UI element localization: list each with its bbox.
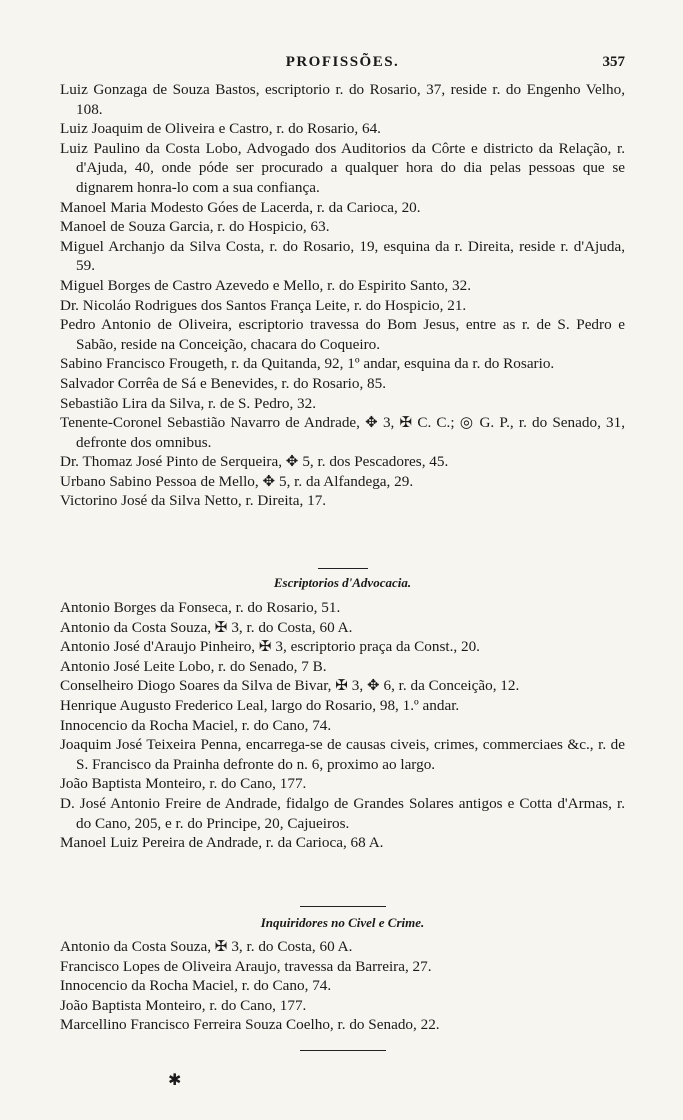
entries-section-1 xyxy=(60,80,625,511)
entries-section-2 xyxy=(60,598,625,853)
list-item: Antonio José d'Araujo Pinheiro, ✠ 3, escriptorio praça da Const., 20. xyxy=(60,638,480,656)
list-item: João Baptista Monteiro, r. do Cano, 177. xyxy=(60,775,307,793)
list-item: Manoel de Souza Garcia, r. do Hospicio, 63. xyxy=(60,218,330,236)
section-heading-escriptorios: Escriptorios d'Advocacia. xyxy=(273,575,412,590)
list-item: Urbano Sabino Pessoa de Mello, ✥ 5, r. da Alfandega, 29. xyxy=(60,472,414,490)
list-item: Salvador Corrêa de Sá e Benevides, r. do Rosario, 85. xyxy=(60,374,387,392)
list-item: Tenente-Coronel Sebastião Navarro de Andrade, ✥ 3, ✠ C. C.; ◎ G. P., r. do Senado, 31, defronte dos omnibus. xyxy=(60,414,625,451)
entries-section-3 xyxy=(60,937,625,1035)
list-item: Miguel Archanjo da Silva Costa, r. do Rosario, 19, esquina da r. Direita, reside r. d'Ajuda, 59. xyxy=(60,237,625,275)
list-item: Dr. Nicoláo Rodrigues dos Santos França Leite, r. do Hospicio, 21. xyxy=(60,296,467,314)
list-item: Antonio da Costa Souza, ✠ 3, r. do Costa, 60 A. xyxy=(60,938,353,955)
list-item: Marcellino Francisco Ferreira Souza Coelho, r. do Senado, 22. xyxy=(60,1016,440,1034)
running-head xyxy=(60,54,625,76)
list-item: Miguel Borges de Castro Azevedo e Mello, r. do Espirito Santo, 32. xyxy=(60,276,471,294)
list-item: Dr. Thomaz José Pinto de Serqueira, ✥ 5, r. dos Pescadores, 45. xyxy=(60,453,449,471)
list-item: Antonio José Leite Lobo, r. do Senado, 7 B. xyxy=(60,657,327,675)
list-item: Henrique Augusto Frederico Leal, largo do Rosario, 98, 1.º andar. xyxy=(60,696,460,714)
section-divider xyxy=(318,568,368,569)
list-item: Innocencio da Rocha Maciel, r. do Cano, 74. xyxy=(60,716,332,734)
list-item: Antonio Borges da Fonseca, r. do Rosario, 51. xyxy=(60,599,341,616)
section-heading-inquiridores: Inquiridores no Civel e Crime. xyxy=(260,915,425,930)
list-item: Pedro Antonio de Oliveira, escriptorio travessa do Bom Jesus, entre as r. de S. Pedro e Sabão, reside na Conceição, chacara do Coqueiro. xyxy=(60,316,625,353)
list-item: Luiz Gonzaga de Souza Bastos, escriptorio r. do Rosario, 37, reside r. do Engenho Velho, 108. xyxy=(60,81,625,118)
list-item: Antonio da Costa Souza, ✠ 3, r. do Costa, 60 A. xyxy=(60,618,353,636)
page-title: PROFISSÕES. xyxy=(285,54,400,70)
list-item: Innocencio da Rocha Maciel, r. do Cano, 74. xyxy=(60,977,332,995)
closing-rule xyxy=(300,1050,386,1051)
list-item: Joaquim José Teixeira Penna, encarrega-se de causas civeis, crimes, commerciaes &c., r. de S. Francisco da Prainha defronte do n. 6, proximo ao largo. xyxy=(60,736,625,773)
printers-mark: ✱ xyxy=(168,1072,182,1089)
list-item: Luiz Paulino da Costa Lobo, Advogado dos Auditorios da Côrte e districto da Relação, r. d'Ajuda, 40, onde póde ser procurado a qualquer hora do dia pelas pessoas que se dignarem honra-lo com a sua confiança. xyxy=(60,139,625,196)
list-item: Manoel Maria Modesto Góes de Lacerda, r. da Carioca, 20. xyxy=(60,198,421,216)
list-item: João Baptista Monteiro, r. do Cano, 177. xyxy=(60,996,307,1014)
list-item: D. José Antonio Freire de Andrade, fidalgo de Grandes Solares antigos e Cotta d'Armas, r. do Cano, 205, e r. do Principe, 20, Cajueiros. xyxy=(60,794,625,832)
page-number: 357 xyxy=(602,54,625,70)
list-item: Victorino José da Silva Netto, r. Direita, 17. xyxy=(60,492,327,510)
list-item: Luiz Joaquim de Oliveira e Castro, r. do Rosario, 64. xyxy=(60,120,381,138)
list-item: Sebastião Lira da Silva, r. de S. Pedro, 32. xyxy=(60,394,317,412)
section-divider xyxy=(300,906,386,907)
list-item: Francisco Lopes de Oliveira Araujo, travessa da Barreira, 27. xyxy=(60,957,432,975)
list-item: Sabino Francisco Frougeth, r. da Quitanda, 92, 1º andar, esquina da r. do Rosario. xyxy=(60,355,555,373)
list-item: Conselheiro Diogo Soares da Silva de Bivar, ✠ 3, ✥ 6, r. da Conceição, 12. xyxy=(60,677,520,695)
list-item: Manoel Luiz Pereira de Andrade, r. da Carioca, 68 A. xyxy=(60,834,384,852)
